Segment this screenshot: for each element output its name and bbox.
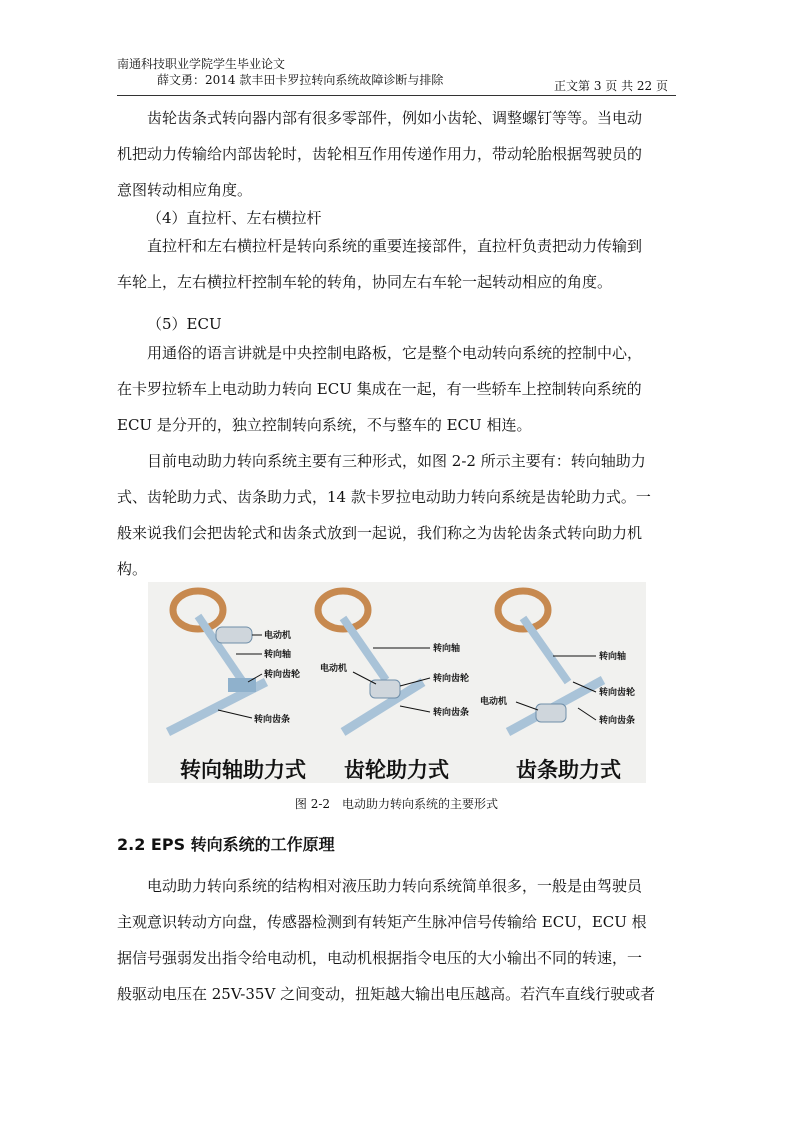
text-line: 般来说我们会把齿轮式和齿条式放到一起说，我们称之为齿轮齿条式转向助力机 — [117, 524, 643, 542]
steering-shaft-shape — [198, 616, 243, 682]
text-line: 车轮上，左右横拉杆控制车轮的转角，协同左右车轮一起转动相应的角度。 — [117, 273, 613, 291]
text-line: 据信号强弱发出指令给电动机，电动机根据指令电压的大小输出不同的转速，一 — [117, 949, 643, 967]
steering-shaft-shape — [523, 618, 568, 682]
header-school: 南通科技职业学院学生毕业论文 — [117, 57, 286, 71]
paragraph-rack-pinion — [117, 100, 677, 208]
caption-column-assist: 转向轴助力式 — [180, 758, 306, 782]
label-b-shaft: 转向轴 — [433, 644, 461, 654]
text-line: 般驱动电压在 25V-35V 之间变动，扭矩越大输出电压越高。若汽车直线行驶或者 — [117, 985, 656, 1003]
label-c-rack: 转向齿条 — [599, 716, 636, 726]
page-header — [117, 54, 676, 96]
label-b-rack: 转向齿条 — [433, 708, 470, 718]
panel-rack-assist — [480, 591, 635, 732]
caption-pinion-assist: 齿轮助力式 — [344, 758, 449, 782]
label-a-pinion: 转向齿轮 — [264, 670, 301, 680]
motor-shape — [216, 627, 252, 643]
steering-shaft-shape — [343, 618, 386, 680]
label-c-motor: 电动机 — [480, 697, 508, 707]
text-line: 式、齿轮助力式、齿条助力式，14 款卡罗拉电动助力转向系统是齿轮助力式。一 — [117, 488, 651, 506]
label-a-shaft: 转向轴 — [264, 650, 292, 660]
section-heading: 2.2 EPS 转向系统的工作原理 — [117, 835, 335, 854]
text-line: 意图转动相应角度。 — [117, 181, 253, 199]
text-line: 用通俗的语言讲就是中央控制电路板，它是整个电动转向系统的控制中心， — [147, 344, 643, 362]
figure-caption: 图 2-2 电动助力转向系统的主要形式 — [294, 797, 499, 811]
text-line: 构。 — [117, 560, 148, 578]
motor-shape — [536, 704, 566, 722]
text-line: 在卡罗拉轿车上电动助力转向 ECU 集成在一起，有一些轿车上控制转向系统的 — [117, 380, 642, 398]
label-c-shaft: 转向轴 — [599, 652, 627, 662]
label-b-motor: 电动机 — [320, 664, 348, 674]
panel-pinion-assist — [318, 591, 469, 732]
header-title: 薛文勇：2014 款丰田卡罗拉转向系统故障诊断与排除 — [157, 73, 444, 87]
figure-illustration — [148, 582, 646, 752]
figure-eps-forms — [148, 582, 646, 783]
text-line: 机把动力传输给内部齿轮时，齿轮相互作用传递作用力，带动轮胎根据驾驶员的 — [117, 145, 643, 163]
text-line: ECU 是分开的，独立控制转向系统，不与整车的 ECU 相连。 — [117, 416, 532, 434]
paragraph-eps-forms — [117, 443, 677, 587]
label-c-pinion: 转向齿轮 — [599, 688, 636, 698]
item-heading-ecu: （5）ECU — [147, 315, 222, 333]
label-a-motor: 电动机 — [264, 631, 292, 641]
paragraph-tie-rods — [117, 228, 677, 300]
item-heading-tie-rods: （4）直拉杆、左右横拉杆 — [147, 209, 322, 227]
text-line: 电动助力转向系统的结构相对液压助力转向系统简单很多，一般是由驾驶员 — [147, 877, 643, 895]
text-line: 主观意识转动方向盘，传感器检测到有转矩产生脉冲信号传输给 ECU，ECU 根 — [117, 913, 647, 931]
text-line: 齿轮齿条式转向器内部有很多零部件，例如小齿轮、调整螺钉等等。当电动 — [147, 109, 643, 127]
paragraph-working-principle — [117, 868, 677, 1012]
label-b-pinion: 转向齿轮 — [433, 674, 470, 684]
steering-wheel-icon — [173, 591, 223, 629]
text-line: 直拉杆和左右横拉杆是转向系统的重要连接部件，直拉杆负责把动力传输到 — [147, 237, 643, 255]
caption-rack-assist: 齿条助力式 — [516, 758, 621, 782]
text-line: 目前电动助力转向系统主要有三种形式，如图 2-2 所示主要有：转向轴助力 — [147, 452, 646, 470]
header-page-number: 正文第 3 页 共 22 页 — [554, 79, 668, 93]
label-a-rack: 转向齿条 — [254, 715, 291, 725]
panel-column-assist — [168, 591, 300, 732]
paragraph-ecu — [117, 335, 677, 443]
